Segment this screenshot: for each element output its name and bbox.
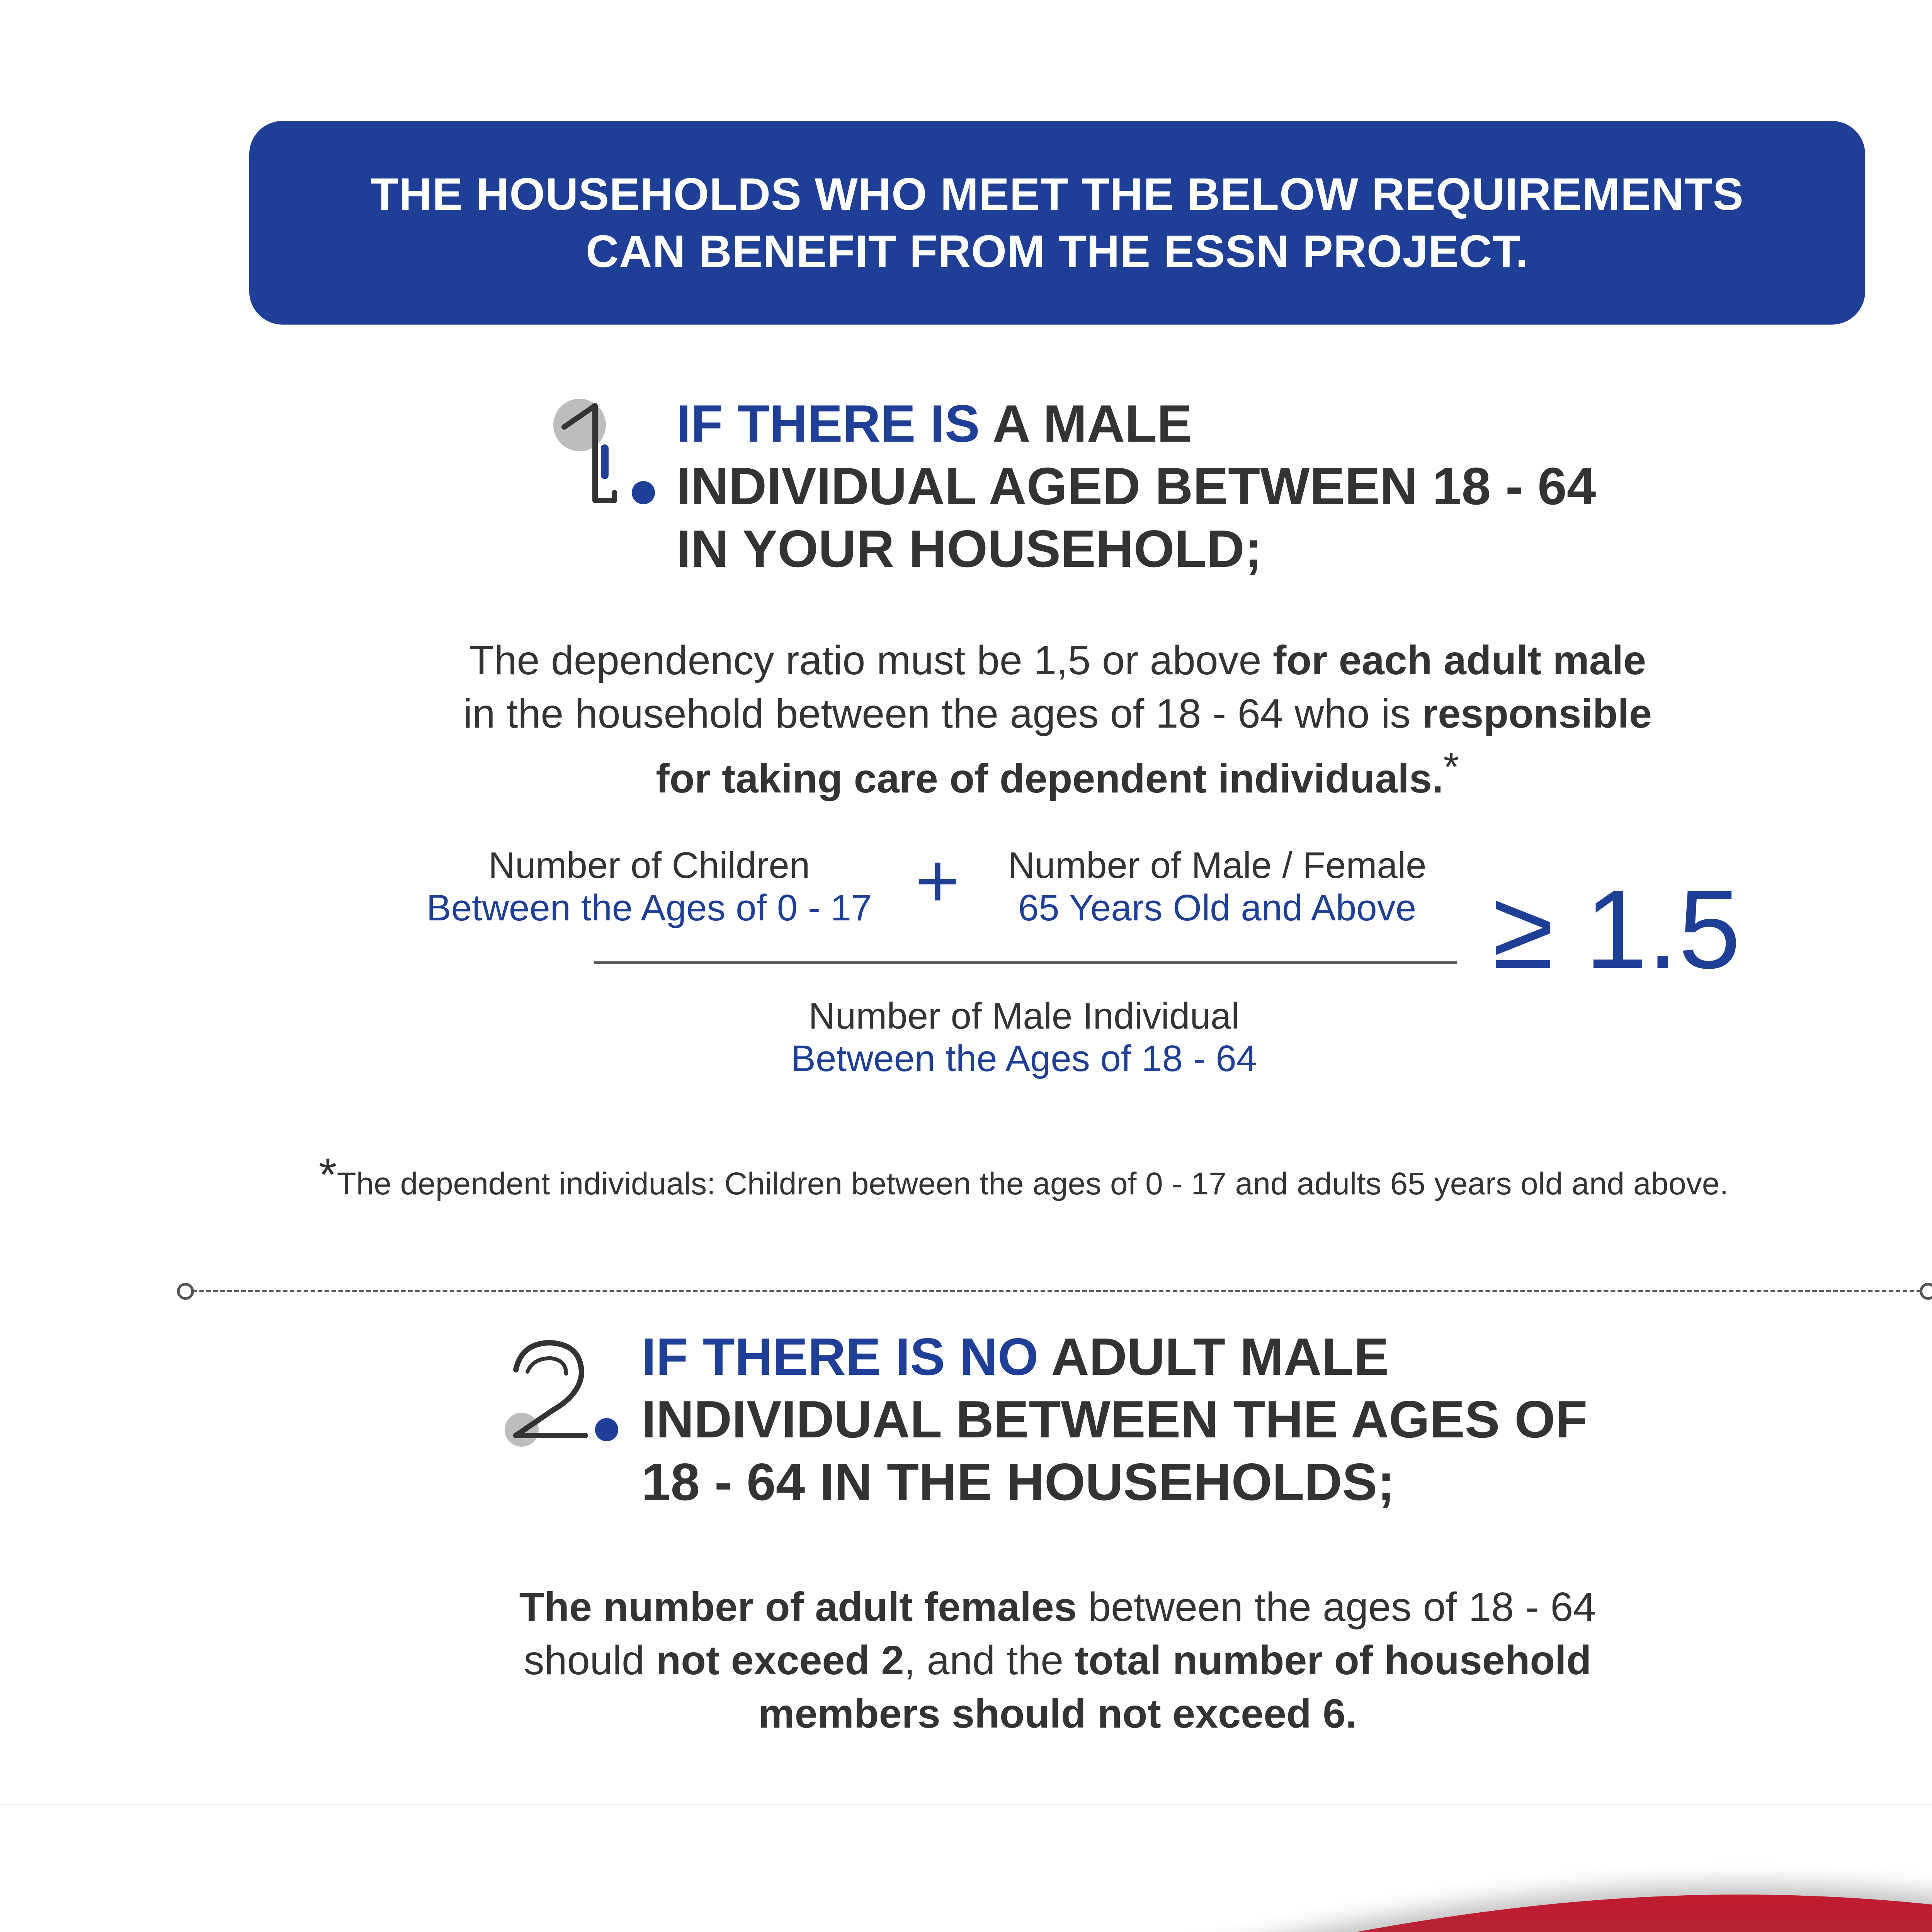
para-2-text-c: should <box>524 1638 656 1683</box>
plus-sign: + <box>915 838 960 924</box>
section-2-heading <box>641 1325 1587 1513</box>
denominator-label: Number of Male Individual <box>808 995 1240 1037</box>
numerator-children-range: Between the Ages of 0 - 17 <box>426 887 872 929</box>
para-2-text-g: members should not exceed 6. <box>758 1691 1357 1736</box>
banner-line-1: THE HOUSEHOLDS WHO MEET THE BELOW REQUIREMENTS <box>371 168 1744 220</box>
para-1-text-b: for each adult male <box>1273 638 1646 683</box>
para-2-text-e: , and the <box>904 1638 1075 1683</box>
numerator-children-label: Number of Children <box>488 845 810 886</box>
section-1-heading-line-2: INDIVIDUAL AGED BETWEEN 18 - 64 <box>676 457 1596 515</box>
section-divider <box>185 1290 1928 1292</box>
para-1-text-e: for taking care of dependent individuals. <box>656 756 1444 801</box>
para-1-text-c: in the household between the ages of 18 - 64 who is <box>463 691 1422 736</box>
formula-numerator-children <box>410 844 889 929</box>
divider-right-dot <box>1920 1283 1932 1300</box>
para-2-text-a: The number of adult females <box>519 1584 1077 1630</box>
para-2-text-d: not exceed 2 <box>656 1638 904 1683</box>
divider-left-dot <box>177 1283 194 1300</box>
footnote-asterisk: * <box>319 1149 337 1201</box>
section-2-heading-line-2: INDIVIDUAL BETWEEN THE AGES OF <box>641 1390 1588 1449</box>
numerator-elderly-label: Number of Male / Female <box>1008 845 1427 886</box>
para-1-text-a: The dependency ratio must be 1,5 or above <box>469 638 1273 683</box>
section-1-heading-line-3: IN YOUR HOUSEHOLD; <box>676 519 1262 578</box>
section-2-description <box>0 1580 1932 1740</box>
requirements-banner <box>249 121 1865 325</box>
bottom-wave-background <box>0 1804 1932 1932</box>
section-1-numeral-icon <box>549 394 661 514</box>
section-1-heading-highlight: IF THERE IS <box>676 394 980 453</box>
section-2-heading-rest: ADULT MALE <box>1038 1327 1389 1386</box>
section-1-heading-rest: A MALE <box>980 394 1192 453</box>
section-2-heading-line-3: 18 - 64 IN THE HOUSEHOLDS; <box>641 1452 1395 1511</box>
denominator-range: Between the Ages of 18 - 64 <box>791 1038 1257 1079</box>
para-1-text-d: responsible <box>1422 691 1652 736</box>
para-2-text-b: between the ages of 18 - 64 <box>1077 1584 1596 1630</box>
section-1-heading <box>676 392 1596 580</box>
ratio-threshold: ≥ 1.5 <box>1492 867 1741 992</box>
section-2-heading-highlight: IF THERE IS NO <box>641 1327 1039 1386</box>
para-1-asterisk: * <box>1443 744 1459 790</box>
fraction-bar <box>594 961 1457 964</box>
para-2-text-f: total number of household <box>1075 1638 1592 1683</box>
dependent-footnote <box>319 1149 1729 1203</box>
footnote-text: The dependent individuals: Children between the ages of 0 - 17 and adults 65 years old and above. <box>337 1166 1729 1201</box>
numerator-elderly-range: 65 Years Old and Above <box>1018 887 1417 929</box>
banner-line-2: CAN BENEFIT FROM THE ESSN PROJECT. <box>585 226 1529 277</box>
section-1-description <box>0 634 1932 805</box>
formula-numerator-elderly <box>989 844 1445 929</box>
formula-denominator <box>719 995 1329 1080</box>
section-2-numeral-icon <box>498 1333 622 1453</box>
